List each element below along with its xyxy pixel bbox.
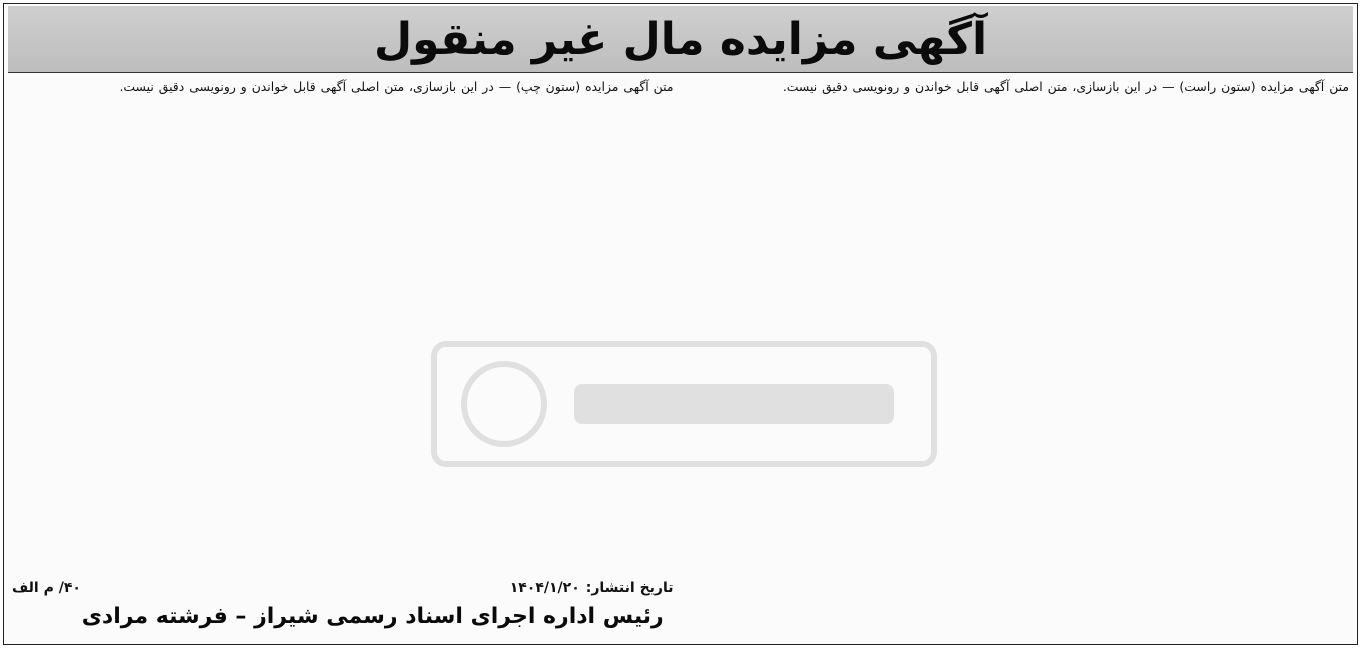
publish-info (510, 580, 674, 596)
reference-code: ۴۰/ م الف (12, 580, 81, 596)
publish-label: تاریخ انتشار: (585, 580, 674, 596)
right-column-text: متن آگهی مزایده (ستون راست) — در این بازسازی، متن اصلی آگهی قابل خواندن و رونویسی دقیق نیست. (782, 79, 1349, 94)
left-column-text: متن آگهی مزایده (ستون چپ) — در این بازسازی، متن اصلی آگهی قابل خواندن و رونویسی دقیق نیست. (119, 79, 674, 94)
notice-body (12, 76, 1349, 638)
left-column (12, 76, 674, 638)
notice-page (3, 3, 1358, 645)
page-title: آگهی مزایده مال غیر منقول (373, 13, 988, 65)
footer-row (12, 576, 674, 600)
title-banner (8, 6, 1353, 73)
signature-line: رئیس اداره اجرای اسناد رسمی شیراز – فرشته مرادی (81, 604, 664, 629)
right-column (688, 76, 1350, 638)
publish-date: ۱۴۰۴/۱/۲۰ (509, 580, 580, 596)
